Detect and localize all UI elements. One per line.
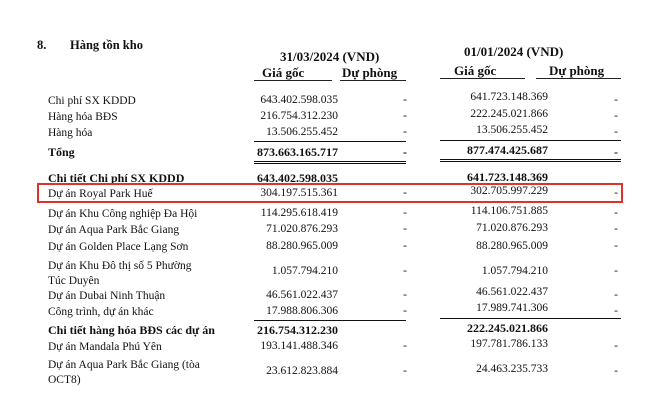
provision-previous: - xyxy=(614,145,618,159)
provision-current: - xyxy=(403,207,407,219)
cost-current: 23.612.823.884 xyxy=(266,365,338,377)
section-title: Hàng tồn kho xyxy=(70,38,143,52)
provision-current: - xyxy=(403,223,407,235)
provision-current: - xyxy=(403,187,407,199)
provision-previous: - xyxy=(614,265,618,277)
provision-previous: - xyxy=(614,340,618,352)
header-underline xyxy=(536,78,621,79)
cost-header-current: Giá gốc xyxy=(262,65,305,80)
cost-current: 643.402.598.035 xyxy=(260,94,338,106)
table-row xyxy=(0,259,670,289)
cost-current: 873.663.165.717 xyxy=(257,145,338,159)
table-row xyxy=(0,187,670,203)
table-row-subtotal xyxy=(0,323,670,339)
provision-previous: - xyxy=(614,240,618,252)
table-row xyxy=(0,358,670,388)
row-label-continuation: Túc Duyên xyxy=(48,275,100,287)
row-label: Dự án Dubai Ninh Thuận xyxy=(48,290,166,302)
subtotal-rule xyxy=(440,318,621,319)
cost-previous: 17.989.741.306 xyxy=(476,302,548,314)
total-rule xyxy=(254,141,406,142)
provision-header-current: Dự phòng xyxy=(342,65,398,80)
cost-current: 46.561.022.437 xyxy=(266,289,338,301)
provision-current: - xyxy=(403,126,407,138)
cost-previous: 46.561.022.437 xyxy=(476,286,548,298)
provision-current: - xyxy=(403,289,407,301)
row-label: Dự án Aqua Park Bắc Giang xyxy=(48,224,180,236)
row-label: Dự án Aqua Park Bắc Giang (tòa xyxy=(48,359,200,371)
provision-previous: - xyxy=(614,207,618,219)
row-label-continuation: OCT8) xyxy=(48,374,81,386)
cost-current: 13.506.255.452 xyxy=(266,126,338,138)
total-rule xyxy=(440,140,621,141)
cost-current: 216.754.312.230 xyxy=(257,323,338,337)
cost-current: 304.197.515.361 xyxy=(260,187,338,199)
header-underline xyxy=(254,80,332,81)
provision-previous: - xyxy=(614,305,618,317)
cost-previous: 71.020.876.293 xyxy=(476,222,548,234)
row-label: Dự án Khu Đô thị số 5 Phường xyxy=(48,260,192,272)
period-previous-header: 01/01/2024 (VND) xyxy=(464,44,564,59)
cost-current: 88.280.965.009 xyxy=(266,240,338,252)
row-label: Chi tiết hàng hóa BĐS các dự án xyxy=(48,323,215,337)
provision-previous: - xyxy=(614,289,618,301)
provision-previous: - xyxy=(614,187,618,199)
cost-previous: 222.245.021.866 xyxy=(470,108,548,120)
cost-current: 1.057.794.210 xyxy=(271,265,338,277)
cost-previous: 641.723.148.369 xyxy=(470,91,548,103)
provision-previous: - xyxy=(614,126,618,138)
table-row xyxy=(0,223,670,239)
header-underline xyxy=(340,80,406,81)
provision-current: - xyxy=(403,94,407,106)
cost-current: 216.754.312.230 xyxy=(260,110,338,122)
provision-current: - xyxy=(403,110,407,122)
cost-header-previous: Giá gốc xyxy=(454,63,497,78)
row-label: Chi tiết Chi phí SX KDDD xyxy=(48,171,185,185)
cost-current: 17.988.806.306 xyxy=(266,305,338,317)
provision-current: - xyxy=(403,305,407,317)
cost-previous: 641.723.148.369 xyxy=(467,170,548,184)
table-row xyxy=(0,286,670,305)
provision-current: - xyxy=(403,145,407,159)
provision-header-previous: Dự phòng xyxy=(549,63,605,78)
row-label: Dự án Royal Park Huế xyxy=(48,188,153,200)
cost-current: 114.295.618.419 xyxy=(260,207,338,219)
table-row xyxy=(0,110,670,126)
provision-previous: - xyxy=(614,94,618,106)
row-label: Dự án Golden Place Lạng Sơn xyxy=(48,241,189,253)
cost-previous: 1.057.794.210 xyxy=(481,265,548,277)
row-label: Hàng hóa xyxy=(48,127,93,139)
table-row xyxy=(0,340,670,356)
cost-previous: 877.474.425.687 xyxy=(467,143,548,157)
provision-previous: - xyxy=(614,223,618,235)
cost-current: 71.020.876.293 xyxy=(266,223,338,235)
cost-current: 193.141.488.346 xyxy=(260,340,338,352)
header-underline xyxy=(440,78,525,79)
cost-previous: 222.245.021.866 xyxy=(467,321,548,335)
cost-previous: 302.705.997.229 xyxy=(470,185,548,197)
row-label: Chi phí SX KDDD xyxy=(48,95,136,107)
total-double-rule xyxy=(440,159,621,160)
provision-previous: - xyxy=(614,365,618,377)
section-number: 8. xyxy=(37,38,47,52)
provision-previous: - xyxy=(614,110,618,122)
cost-current: 643.402.598.035 xyxy=(257,171,338,185)
row-label: Dự án Mandala Phú Yên xyxy=(48,341,162,353)
cost-previous: 24.463.235.733 xyxy=(476,363,548,375)
row-label: Tổng xyxy=(48,145,75,159)
total-double-rule xyxy=(254,163,406,164)
table-row xyxy=(0,240,670,256)
row-label: Dự án Khu Công nghiệp Đa Hội xyxy=(48,208,198,220)
table-row xyxy=(0,207,670,223)
cost-previous: 88.280.965.009 xyxy=(476,240,548,252)
total-double-rule xyxy=(440,161,621,162)
cost-previous: 197.781.786.133 xyxy=(470,338,548,350)
provision-current: - xyxy=(403,340,407,352)
total-double-rule xyxy=(254,161,406,162)
provision-current: - xyxy=(403,240,407,252)
period-current-header: 31/03/2024 (VND) xyxy=(280,49,380,64)
provision-current: - xyxy=(403,265,407,277)
cost-previous: 13.506.255.452 xyxy=(476,124,548,136)
table-row xyxy=(0,91,670,110)
row-label: Hàng hóa BĐS xyxy=(48,111,118,123)
provision-current: - xyxy=(403,365,407,377)
subtotal-rule xyxy=(254,320,406,321)
row-label: Công trình, dự án khác xyxy=(48,306,154,318)
cost-previous: 114.106.751.885 xyxy=(470,205,548,217)
